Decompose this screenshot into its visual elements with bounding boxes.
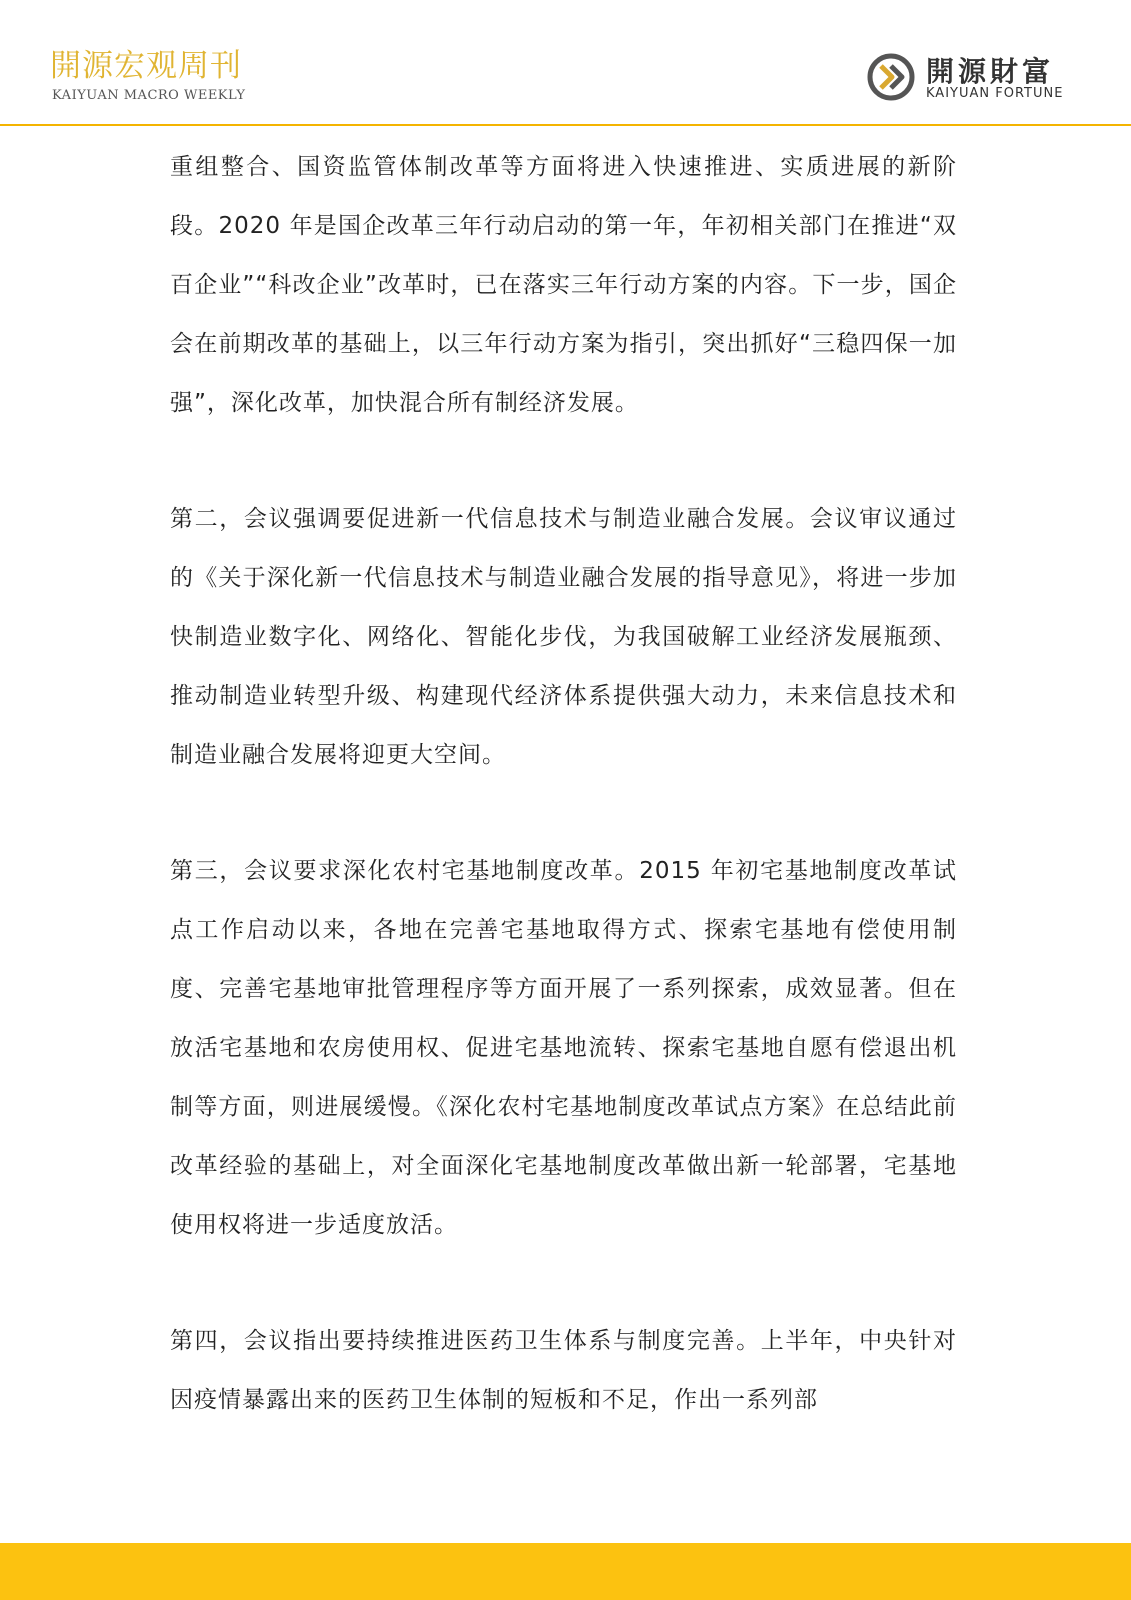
paragraph: 重组整合、国资监管体制改革等方面将进入快速推进、实质进展的新阶段。2020 年是国企改革三年行动启动的第一年，年初相关部门在推进“双百企业”“科改企业”改革时，已在落实三年行动方案的内容。下一步，国企会在前期改革的基础上，以三年行动方案为指引，突出抓好“三稳四保一加强”，深化改革，加快混合所有制经济发展。	[170, 154, 957, 416]
kaiyuan-logo-icon	[866, 52, 916, 102]
article-body	[170, 138, 957, 1487]
brand-logo	[866, 50, 1106, 110]
paragraph: 第四，会议指出要持续推进医药卫生体系与制度完善。上半年，中央针对因疫情暴露出来的医药卫生体制的短板和不足，作出一系列部	[170, 1328, 957, 1413]
paragraph: 第三，会议要求深化农村宅基地制度改革。2015 年初宅基地制度改革试点工作启动以来，各地在完善宅基地取得方式、探索宅基地有偿使用制度、完善宅基地审批管理程序等方面开展了一系列探索，成效显著。但在放活宅基地和农房使用权、促进宅基地流转、探索宅基地自愿有偿退出机制等方面，则进展缓慢。《深化农村宅基地制度改革试点方案》在总结此前改革经验的基础上，对全面深化宅基地制度改革做出新一轮部署，宅基地使用权将进一步适度放活。	[170, 858, 957, 1238]
footer-bar	[0, 1543, 1131, 1600]
logo-english-text: KAIYUAN FORTUNE	[926, 86, 1064, 101]
publication-title: 開源宏观周刊	[50, 48, 242, 84]
paragraph: 第二，会议强调要促进新一代信息技术与制造业融合发展。会议审议通过的《关于深化新一代信息技术与制造业融合发展的指导意见》，将进一步加快制造业数字化、网络化、智能化步伐，为我国破解工业经济发展瓶颈、推动制造业转型升级、构建现代经济体系提供强大动力，未来信息技术和制造业融合发展将迎更大空间。	[170, 506, 957, 768]
page-header	[0, 0, 1131, 124]
publication-subtitle: KAIYUAN MACRO WEEKLY	[52, 88, 246, 103]
header-divider	[0, 124, 1131, 126]
logo-chinese-text: 開源財富	[926, 55, 1055, 88]
